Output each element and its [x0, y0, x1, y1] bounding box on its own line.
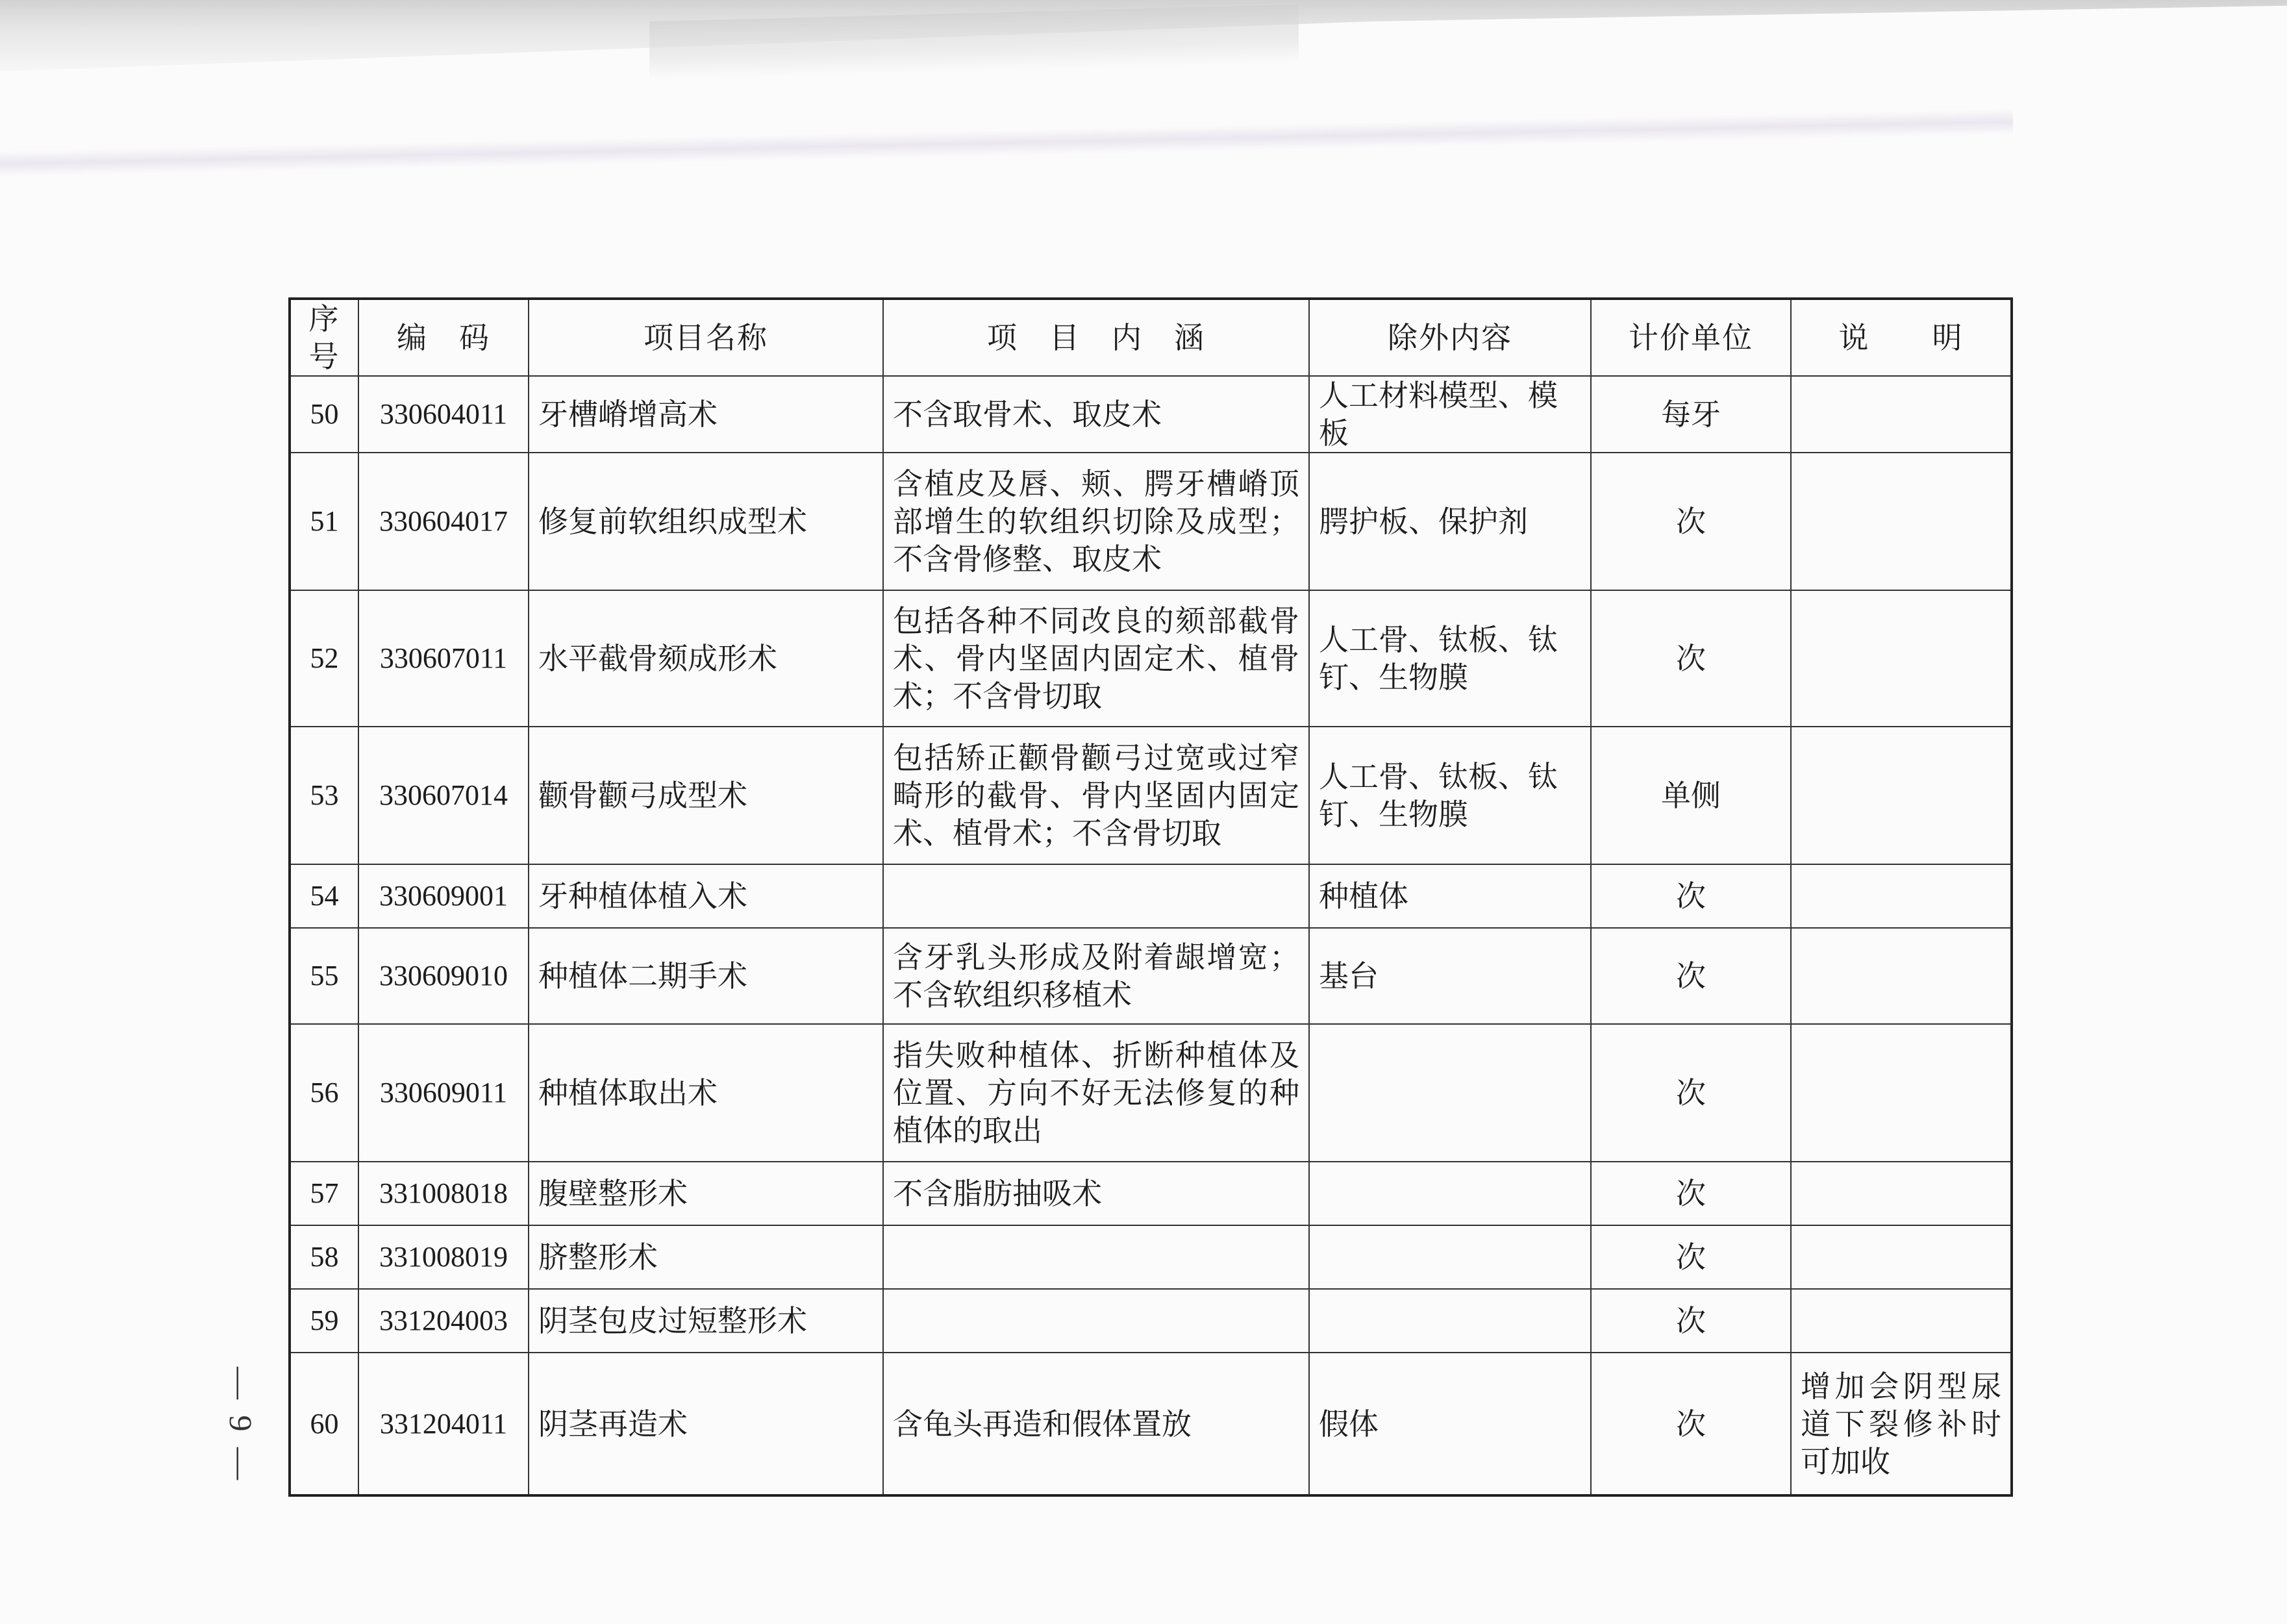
cell-unit: 次: [1591, 1353, 1791, 1495]
cell-seq: 52: [290, 590, 358, 727]
cell-name: 种植体取出术: [529, 1024, 883, 1162]
cell-note: [1791, 1162, 2012, 1225]
header-excluded: 除外内容: [1309, 299, 1591, 376]
cell-content: 不含脂肪抽吸术: [883, 1162, 1309, 1225]
table-body: [290, 376, 2012, 1495]
table-row: [290, 376, 2012, 453]
fee-table: [288, 297, 2013, 1497]
cell-excluded: [1309, 1162, 1591, 1225]
cell-seq: 50: [290, 376, 358, 453]
cell-unit: 次: [1591, 1024, 1791, 1162]
cell-name: 脐整形术: [529, 1225, 883, 1289]
cell-content: [883, 1289, 1309, 1353]
cell-name: 腹壁整形术: [529, 1162, 883, 1225]
cell-name: 水平截骨颏成形术: [529, 590, 883, 727]
cell-seq: 59: [290, 1289, 358, 1353]
header-code: 编 码: [358, 299, 529, 376]
scan-stripe: [0, 109, 2013, 177]
cell-note: [1791, 727, 2012, 864]
cell-note: [1791, 453, 2012, 590]
cell-code: 330604017: [358, 453, 529, 590]
cell-note: [1791, 590, 2012, 727]
cell-content: 不含取骨术、取皮术: [883, 376, 1309, 453]
cell-code: 331008019: [358, 1225, 529, 1289]
cell-seq: 56: [290, 1024, 358, 1162]
cell-name: 颧骨颧弓成型术: [529, 727, 883, 864]
cell-name: 阴茎再造术: [529, 1353, 883, 1495]
cell-code: 330607011: [358, 590, 529, 727]
cell-code: 330604011: [358, 376, 529, 453]
table-row: [290, 928, 2012, 1024]
cell-excluded: 假体: [1309, 1353, 1591, 1495]
cell-seq: 54: [290, 864, 358, 928]
cell-code: 330607014: [358, 727, 529, 864]
table-row: [290, 1162, 2012, 1225]
cell-seq: 57: [290, 1162, 358, 1225]
header-unit: 计价单位: [1591, 299, 1791, 376]
cell-content: 含植皮及唇、颊、腭牙槽嵴顶部增生的软组织切除及成型；不含骨修整、取皮术: [883, 453, 1309, 590]
cell-note: 增加会阴型尿道下裂修补时可加收: [1791, 1353, 2012, 1495]
cell-unit: 次: [1591, 1162, 1791, 1225]
header-name: 项目名称: [529, 299, 883, 376]
cell-code: 331008018: [358, 1162, 529, 1225]
cell-excluded: 种植体: [1309, 864, 1591, 928]
cell-note: [1791, 864, 2012, 928]
cell-excluded: 人工骨、钛板、钛钉、生物膜: [1309, 590, 1591, 727]
cell-note: [1791, 376, 2012, 453]
cell-excluded: 基台: [1309, 928, 1591, 1024]
cell-code: 331204011: [358, 1353, 529, 1495]
cell-seq: 55: [290, 928, 358, 1024]
cell-content: 包括各种不同改良的颏部截骨术、骨内坚固内固定术、植骨术；不含骨切取: [883, 590, 1309, 727]
cell-code: 330609001: [358, 864, 529, 928]
cell-content: 包括矫正颧骨颧弓过宽或过窄畸形的截骨、骨内坚固内固定术、植骨术；不含骨切取: [883, 727, 1309, 864]
cell-unit: 次: [1591, 590, 1791, 727]
table-row: [290, 1024, 2012, 1162]
cell-content: 含龟头再造和假体置放: [883, 1353, 1309, 1495]
page-number: — 9 —: [223, 1367, 259, 1484]
cell-seq: 60: [290, 1353, 358, 1495]
cell-content: [883, 864, 1309, 928]
cell-code: 331204003: [358, 1289, 529, 1353]
cell-name: 修复前软组织成型术: [529, 453, 883, 590]
table-row: [290, 590, 2012, 727]
cell-code: 330609011: [358, 1024, 529, 1162]
table-row: [290, 864, 2012, 928]
cell-unit: 次: [1591, 1225, 1791, 1289]
header-seq: 序号: [290, 299, 358, 376]
table-row: [290, 1289, 2012, 1353]
table-row: [290, 453, 2012, 590]
header-content: 项 目 内 涵: [883, 299, 1309, 376]
cell-excluded: [1309, 1024, 1591, 1162]
cell-code: 330609010: [358, 928, 529, 1024]
cell-excluded: 人工骨、钛板、钛钉、生物膜: [1309, 727, 1591, 864]
cell-unit: 次: [1591, 928, 1791, 1024]
cell-note: [1791, 1024, 2012, 1162]
cell-excluded: 腭护板、保护剂: [1309, 453, 1591, 590]
table-header-row: [290, 299, 2012, 376]
table-row: [290, 1225, 2012, 1289]
table-row: [290, 727, 2012, 864]
cell-unit: 每牙: [1591, 376, 1791, 453]
cell-excluded: [1309, 1289, 1591, 1353]
cell-content: 指失败种植体、折断种植体及位置、方向不好无法修复的种植体的取出: [883, 1024, 1309, 1162]
cell-unit: 单侧: [1591, 727, 1791, 864]
cell-unit: 次: [1591, 864, 1791, 928]
cell-unit: 次: [1591, 1289, 1791, 1353]
cell-name: 牙槽嵴增高术: [529, 376, 883, 453]
cell-unit: 次: [1591, 453, 1791, 590]
fee-table-container: [288, 297, 2013, 1497]
cell-name: 阴茎包皮过短整形术: [529, 1289, 883, 1353]
cell-name: 种植体二期手术: [529, 928, 883, 1024]
cell-note: [1791, 1289, 2012, 1353]
cell-seq: 58: [290, 1225, 358, 1289]
cell-seq: 51: [290, 453, 358, 590]
cell-name: 牙种植体植入术: [529, 864, 883, 928]
cell-note: [1791, 928, 2012, 1024]
cell-excluded: [1309, 1225, 1591, 1289]
cell-content: [883, 1225, 1309, 1289]
table-row: [290, 1353, 2012, 1495]
cell-note: [1791, 1225, 2012, 1289]
cell-seq: 53: [290, 727, 358, 864]
header-note: 说 明: [1791, 299, 2012, 376]
cell-content: 含牙乳头形成及附着龈增宽；不含软组织移植术: [883, 928, 1309, 1024]
cell-excluded: 人工材料模型、模板: [1309, 376, 1591, 453]
